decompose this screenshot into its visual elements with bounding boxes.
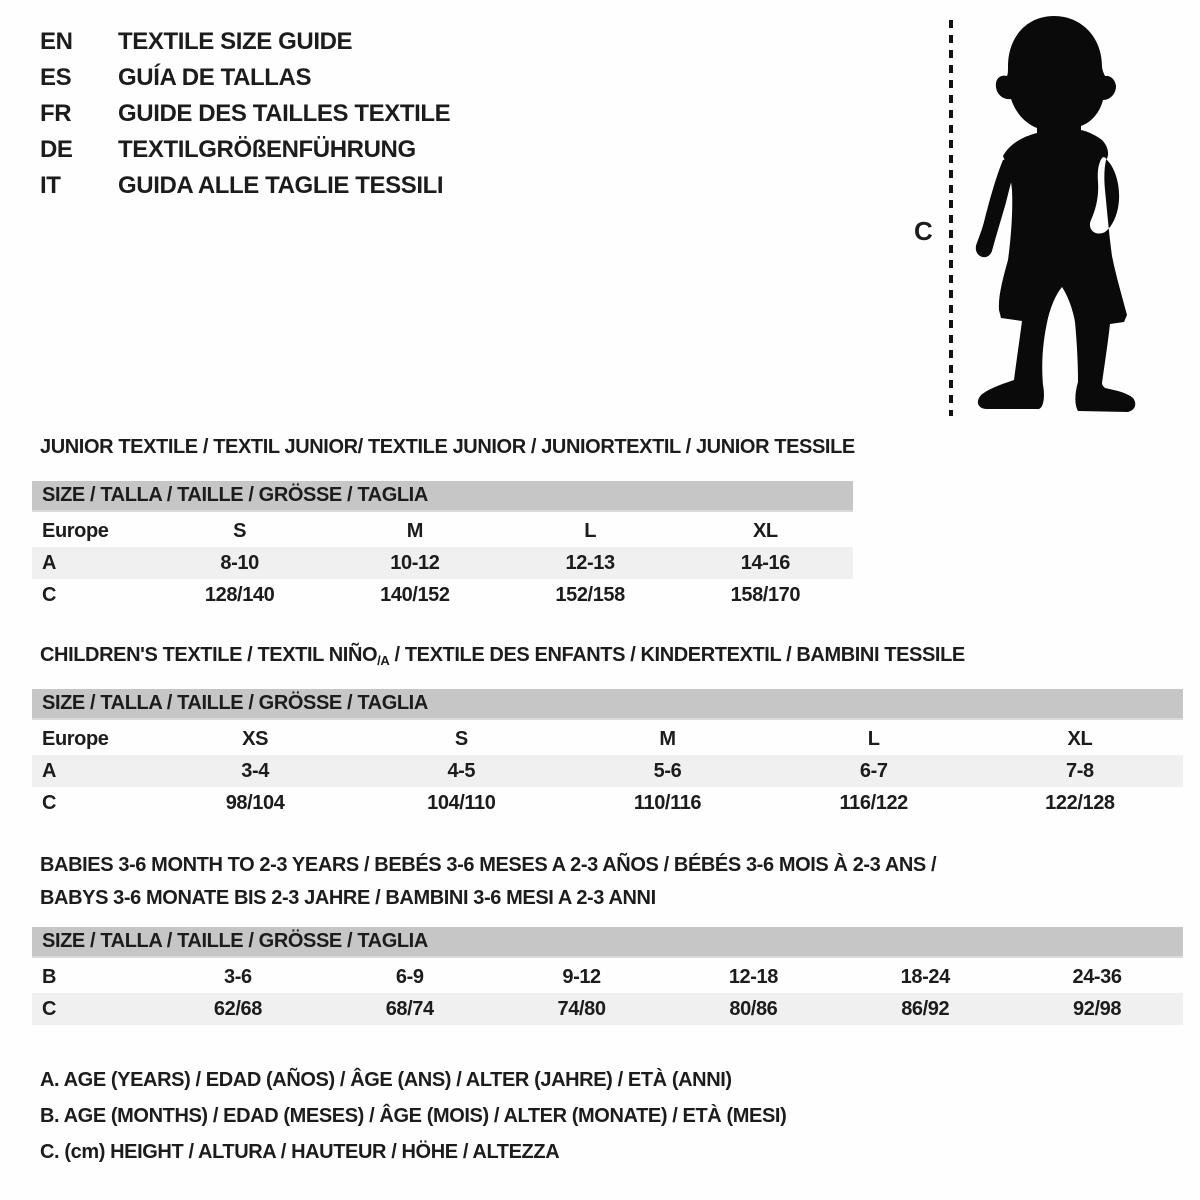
value-cell: 110/116	[633, 791, 702, 814]
row-label: A	[42, 551, 57, 574]
row-label: Europe	[42, 727, 109, 750]
row-label: B	[42, 965, 57, 988]
table-row-age	[32, 755, 1183, 787]
size-header-bar: SIZE / TALLA / TAILLE / GRÖSSE / TAGLIA	[32, 927, 1183, 958]
value-cell: 68/74	[385, 997, 434, 1020]
children-section-title	[40, 644, 965, 668]
lang-code: DE	[40, 136, 73, 163]
junior-size-table	[32, 481, 853, 611]
legend-line-c: C. (cm) HEIGHT / ALTURA / HAUTEUR / HÖHE / ALTEZZA	[40, 1141, 560, 1163]
lang-row-en	[40, 24, 450, 60]
lang-label: GUÍA DE TALLAS	[118, 64, 312, 91]
value-cell: 128/140	[204, 583, 275, 606]
value-cell: 3-4	[241, 759, 269, 782]
table-row-europe	[32, 515, 853, 547]
height-measure-label: C	[914, 216, 933, 246]
value-cell: 4-5	[447, 759, 476, 782]
size-cell: XL	[1067, 727, 1093, 750]
value-cell: 116/122	[839, 791, 908, 814]
size-cell: L	[584, 519, 597, 542]
value-cell: 7-8	[1066, 759, 1094, 782]
table-row-age	[32, 547, 853, 579]
babies-title-line2: BABYS 3-6 MONATE BIS 2-3 JAHRE / BAMBINI 3-6 MESI A 2-3 ANNI	[40, 887, 656, 909]
size-cell: M	[659, 727, 676, 750]
table-row-age-months	[32, 961, 1183, 993]
children-title-prefix: CHILDREN'S TEXTILE / TEXTIL NIÑO	[40, 644, 378, 666]
language-title-list	[40, 24, 450, 204]
children-size-table	[32, 689, 1183, 819]
row-label: C	[42, 997, 57, 1020]
value-cell: 152/158	[555, 583, 625, 606]
lang-row-de	[40, 132, 450, 168]
babies-title-line1: BABIES 3-6 MONTH TO 2-3 YEARS / BEBÉS 3-6 MESES A 2-3 AÑOS / BÉBÉS 3-6 MOIS À 2-3 ANS /	[40, 854, 937, 876]
value-cell: 104/110	[427, 791, 496, 814]
lang-code: FR	[40, 100, 72, 127]
value-cell: 140/152	[380, 583, 450, 606]
value-cell: 74/80	[557, 997, 606, 1020]
row-label: A	[42, 759, 57, 782]
row-label: Europe	[42, 519, 109, 542]
legend-line-b: B. AGE (MONTHS) / EDAD (MESES) / ÂGE (MOIS) / ALTER (MONATE) / ETÀ (MESI)	[40, 1105, 787, 1127]
lang-label: TEXTILE SIZE GUIDE	[118, 28, 353, 55]
value-cell: 92/98	[1073, 997, 1122, 1020]
lang-row-es	[40, 60, 450, 96]
table-row-height	[32, 993, 1183, 1025]
value-cell: 12-13	[565, 551, 615, 574]
children-title-subscript: /A	[377, 653, 390, 668]
size-header-bar: SIZE / TALLA / TAILLE / GRÖSSE / TAGLIA	[32, 481, 853, 512]
row-label: C	[42, 791, 57, 814]
lang-code: IT	[40, 172, 61, 199]
size-cell: S	[233, 519, 247, 542]
value-cell: 6-7	[859, 759, 888, 782]
height-dashed-line	[949, 20, 953, 416]
babies-section-title	[40, 849, 936, 915]
lang-label: TEXTILGRÖßENFÜHRUNG	[118, 136, 416, 163]
babies-size-table	[32, 927, 1183, 1025]
value-cell: 98/104	[225, 791, 285, 814]
measure-legend	[40, 1062, 786, 1170]
value-cell: 122/128	[1045, 791, 1115, 814]
value-cell: 14-16	[740, 551, 790, 574]
size-cell: XL	[752, 519, 778, 542]
value-cell: 24-36	[1072, 965, 1122, 988]
value-cell: 80/86	[729, 997, 778, 1020]
value-cell: 12-18	[728, 965, 778, 988]
value-cell: 3-6	[224, 965, 252, 988]
value-cell: 5-6	[653, 759, 682, 782]
value-cell: 62/68	[213, 997, 262, 1020]
row-label: C	[42, 583, 57, 606]
table-row-height	[32, 787, 1183, 819]
value-cell: 10-12	[390, 551, 440, 574]
value-cell: 8-10	[220, 551, 259, 574]
size-cell: S	[454, 727, 468, 750]
value-cell: 158/170	[730, 583, 801, 606]
value-cell: 9-12	[562, 965, 601, 988]
lang-row-fr	[40, 96, 450, 132]
lang-label: GUIDE DES TAILLES TEXTILE	[118, 100, 451, 127]
lang-row-it	[40, 168, 450, 204]
junior-section-title: JUNIOR TEXTILE / TEXTIL JUNIOR/ TEXTILE JUNIOR / JUNIORTEXTIL / JUNIOR TESSILE	[40, 436, 855, 458]
table-row-height	[32, 579, 853, 611]
legend-line-a: A. AGE (YEARS) / EDAD (AÑOS) / ÂGE (ANS) / ALTER (JAHRE) / ETÀ (ANNI)	[40, 1069, 732, 1091]
children-title-suffix: / TEXTILE DES ENFANTS / KINDERTEXTIL / BAMBINI TESSILE	[389, 644, 965, 666]
value-cell: 86/92	[901, 997, 950, 1020]
size-cell: M	[406, 519, 423, 542]
lang-code: EN	[40, 28, 73, 55]
lang-code: ES	[40, 64, 72, 91]
size-cell: XS	[242, 727, 269, 750]
size-cell: L	[867, 727, 880, 750]
value-cell: 18-24	[900, 965, 950, 988]
lang-label: GUIDA ALLE TAGLIE TESSILI	[118, 172, 444, 199]
value-cell: 6-9	[395, 965, 424, 988]
table-row-europe	[32, 723, 1183, 755]
toddler-silhouette-icon	[963, 14, 1140, 418]
size-header-bar: SIZE / TALLA / TAILLE / GRÖSSE / TAGLIA	[32, 689, 1183, 720]
